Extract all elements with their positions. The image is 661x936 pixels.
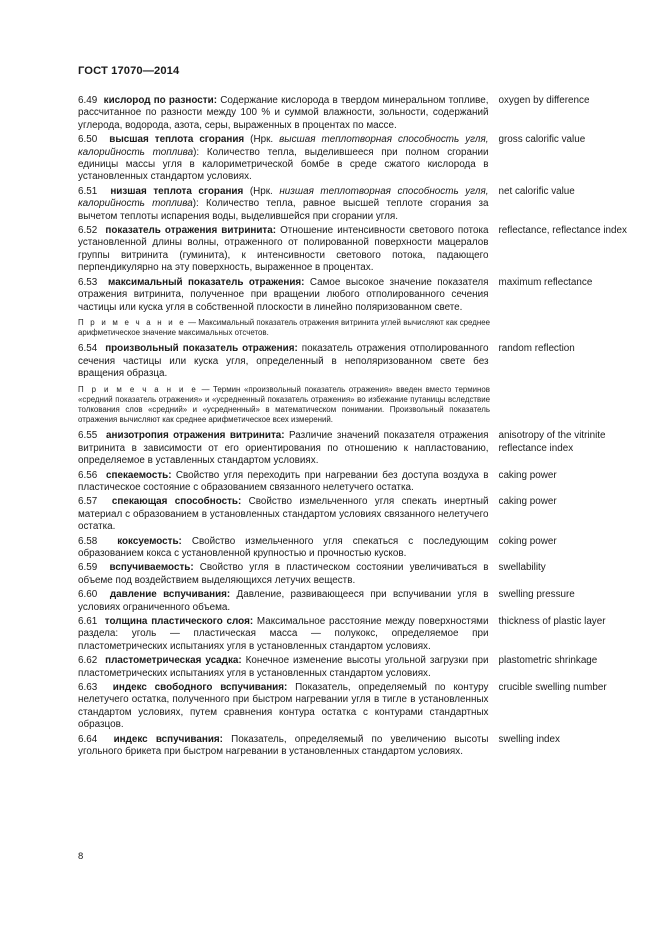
term-number: 6.51 — [78, 185, 98, 197]
term-text: Отношение интенсивности светового потока установленной длины волны, отраженного от полированной поверхности мацералов группы витринита (гуминита), к интенсивности светового потока, падающего перпендикулярно на эту поверхность, выраженное в процентах. — [78, 225, 489, 274]
term-english: net calorific value — [498, 185, 575, 197]
term-entry-6-59 — [78, 562, 638, 587]
term-title: показатель отражения витринита: — [105, 225, 277, 237]
term-entry-6-60 — [78, 589, 638, 614]
term-text: Содержание кислорода в твердом минеральном топливе, рассчитанное по разности между 100 % и суммой влажности, зольности, содержаний углерода, водорода, азота, серы, выраженных в процентах по массе. — [78, 95, 489, 131]
term-english: gross calorific value — [498, 134, 586, 146]
term-english: random reflection — [498, 343, 575, 355]
term-title: давление вспучивания: — [109, 589, 231, 601]
term-english: anisotropy of the vitrinite reflectance index — [498, 430, 606, 454]
term-definition — [78, 277, 489, 314]
page-number: 8 — [78, 851, 84, 862]
synonym-close: ): — [193, 146, 200, 158]
term-definition — [78, 536, 489, 561]
term-english: swellability — [498, 562, 546, 574]
term-english: coking power — [498, 535, 557, 547]
note-label: П р и м е ч а н и е — [78, 317, 186, 327]
term-text: Показатель, определяемый по контуру нелетучего остатка, полученного при быстром нагревании угля в тигле в установленных стандартом условиях, путем сравнения контура остатка с контурами стандартных образцов. — [78, 682, 489, 731]
term-english: caking power — [498, 496, 557, 508]
term-title: произвольный показатель отражения: — [105, 343, 298, 355]
synonym-prefix: (Нрк. — [244, 134, 280, 146]
term-text: Свойство измельченного угля спекать инертный материал с образованием в установленных стандартом условиях связанного нелетучего остатка. — [78, 496, 489, 533]
term-entry-6-51 — [78, 186, 638, 223]
term-text: Самое высокое значение показателя отражения витринита, полученное при вращении любого отполированного сечения частицы или куска угля в собственной плоскости в линейно поляризованном свете. — [78, 276, 489, 313]
term-number: 6.57 — [78, 496, 98, 508]
synonym-text: низшая теплотворная способность угля, калорийность топлива — [78, 185, 489, 210]
term-entry-6-63 — [78, 682, 638, 732]
term-number: 6.63 — [78, 682, 98, 694]
synonym-close: ): — [192, 198, 199, 210]
term-english: maximum reflectance — [498, 276, 593, 288]
term-text: показатель отражения отполированного сечения частицы или куска угля, определенный в неполяризованном свете без вращения образца. — [78, 343, 489, 380]
term-title: вспучиваемость: — [109, 562, 194, 574]
note-text: — Максимальный показатель отражения витринита углей вычисляют как среднее арифметическое значение максимальных отсчетов. — [78, 317, 490, 338]
document-header: ГОСТ 17070—2014 — [78, 65, 180, 77]
term-definition — [78, 186, 489, 223]
term-entry-6-55 — [78, 430, 638, 467]
term-definition — [78, 655, 489, 680]
note-6-53 — [78, 318, 490, 338]
term-title: пластометрическая усадка: — [105, 655, 242, 667]
term-definition — [78, 95, 489, 132]
term-text: Количество тепла, выделившееся при полном сгорании единицы массы угля в калориметрической бомбе в среде сжатого кислорода в установленных стандартом условиях. — [78, 146, 489, 183]
term-title: индекс свободного вспучивания: — [112, 682, 288, 694]
term-english: oxygen by difference — [498, 95, 590, 106]
term-title: высшая теплота сгорания — [109, 134, 245, 146]
term-english: plastometric shrinkage — [498, 655, 598, 667]
synonym-prefix: (Нрк. — [243, 185, 280, 197]
term-text: Свойство угля в пластическом состоянии увеличиваться в объеме под воздействием выделяющихся летучих веществ. — [78, 562, 489, 586]
term-definition — [78, 470, 489, 495]
term-definition — [78, 134, 489, 184]
term-title: толщина пластического слоя: — [104, 616, 254, 628]
term-number: 6.50 — [78, 134, 98, 146]
term-entry-6-61 — [78, 616, 638, 653]
term-definition — [78, 682, 489, 732]
term-english: thickness of plastic layer — [498, 616, 606, 628]
term-title: анизотропия отражения витринита: — [106, 430, 285, 442]
term-text: Различие значений показателя отражения витринита в зависимости от его ориентирования по отношению к напластованию, определяемое в уставленных стандартом условиях. — [78, 430, 489, 467]
term-number: 6.55 — [78, 430, 98, 442]
note-label: П р и м е ч а н и е — [78, 384, 198, 394]
term-text: Показатель, определяемый по увеличению высоты угольного брикета при быстром нагревании в установленных стандартом условиях. — [78, 733, 489, 758]
term-english: reflectance, reflectance index — [498, 225, 627, 237]
term-english: caking power — [498, 469, 557, 481]
term-title: максимальный показатель отражения: — [108, 276, 305, 288]
term-text: Максимальное расстояние между поверхностями раздела: уголь — пластическая масса — полукокс, определяемое при пластометрических испытаниях угля в установленных стандартом условиях. — [78, 616, 489, 652]
term-number: 6.61 — [78, 616, 98, 628]
term-text: Конечное изменение высоты угольной загрузки при пластометрических испытаниях угля в установленных стандартом условиях. — [78, 655, 489, 679]
term-number: 6.56 — [78, 469, 98, 481]
term-definition — [78, 734, 489, 759]
term-number: 6.59 — [78, 562, 98, 574]
term-entry-6-56 — [78, 470, 638, 495]
term-text: Количество тепла, равное высшей теплоте сгорания за вычетом теплоты испарения воды, выделившейся при сгорании угля. — [78, 198, 489, 222]
term-text: Свойство угля переходить при нагревании без доступа воздуха в пластическое состояние с образованием связанного нелетучего остатка. — [78, 469, 489, 493]
term-number: 6.60 — [78, 589, 98, 601]
term-number: 6.58 — [78, 535, 98, 547]
term-definition — [78, 430, 489, 467]
term-entry-6-53 — [78, 277, 638, 314]
term-title: индекс вспучивания: — [113, 733, 223, 745]
term-title: спекающая способность: — [111, 496, 242, 508]
term-english: crucible swelling number — [498, 682, 607, 694]
term-entry-6-50 — [78, 134, 638, 184]
term-definition — [78, 562, 489, 587]
term-entry-6-64 — [78, 734, 638, 759]
term-definition — [78, 496, 489, 533]
term-title: кислород по разности: — [103, 95, 217, 106]
synonym-text: высшая теплотворная способность угля, калорийность топлива — [78, 134, 489, 158]
term-english: swelling pressure — [498, 589, 575, 601]
term-entry-6-52 — [78, 225, 638, 275]
term-entry-6-62 — [78, 655, 638, 680]
term-entry-6-54 — [78, 343, 638, 380]
term-text: Свойство измельченного угля спекаться с последующим образованием кокса с установленной крупностью и прочностью кусков. — [78, 535, 489, 559]
terms-list — [78, 95, 638, 761]
term-entry-6-58 — [78, 536, 638, 561]
term-definition — [78, 589, 489, 614]
term-number: 6.54 — [78, 343, 98, 355]
term-entry-6-49 — [78, 95, 638, 132]
term-definition — [78, 343, 489, 380]
term-number: 6.52 — [78, 225, 98, 237]
term-number: 6.49 — [78, 95, 98, 106]
term-number: 6.64 — [78, 733, 98, 745]
term-title: коксуемость: — [117, 535, 182, 547]
term-english: swelling index — [498, 733, 560, 745]
term-entry-6-57 — [78, 496, 638, 533]
term-definition — [78, 225, 489, 275]
term-title: спекаемость: — [106, 469, 172, 481]
note-text: — Термин «произвольный показатель отражения» введен вместо терминов «средний показатель отражения» и «усредненный показатель отражения» во избежание путаницы вследствие толкования слов «средний» и «усредненный» в математическом понимании. Произвольный показатель отражения вычисляют как среднее арифметическое всех измерений. — [78, 384, 490, 425]
term-definition — [78, 616, 489, 653]
term-number: 6.53 — [78, 276, 98, 288]
term-number: 6.62 — [78, 655, 98, 667]
term-title: низшая теплота сгорания — [110, 185, 244, 197]
term-text: Давление, развивающееся при вспучивании угля в условиях ограниченного объема. — [78, 589, 489, 613]
note-6-54 — [78, 385, 490, 426]
